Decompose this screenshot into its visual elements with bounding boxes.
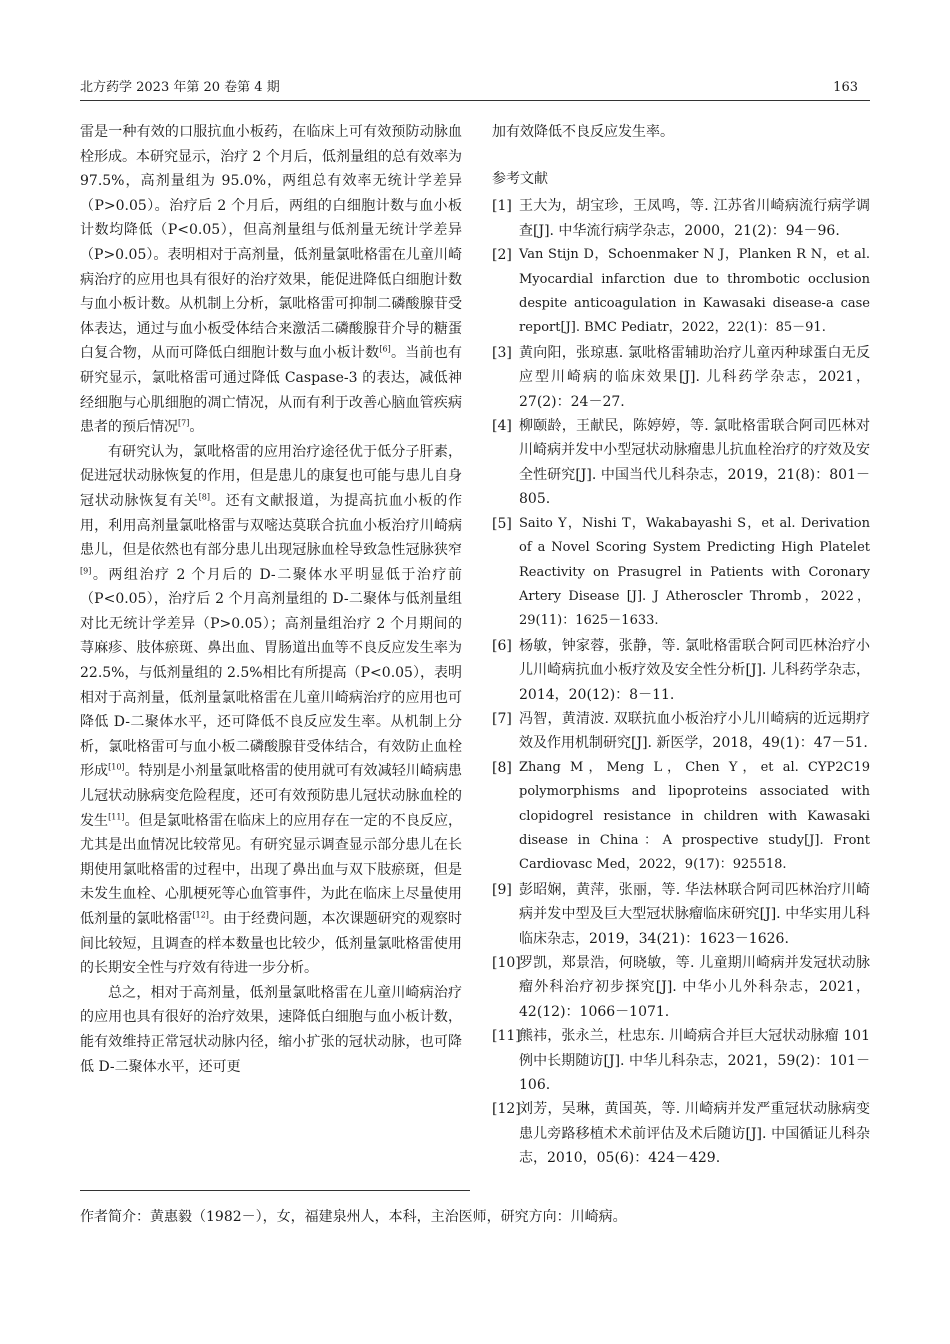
running-header: [80, 76, 870, 101]
reference-item: [492, 634, 870, 707]
reference-number: [5]: [492, 515, 512, 532]
body-paragraph-2: [80, 440, 462, 981]
reference-item: [492, 243, 870, 341]
references-heading: 参考文献: [492, 171, 548, 188]
reference-text: 彭昭娴，黄萍，张丽，等. 华法林联合阿司匹林治疗川崎病并发中型及巨大型冠状脉瘤临床研究[J]. 中华实用儿科临床杂志，2019，34(21)：1623－1626.: [519, 881, 870, 947]
reference-number: [11]: [492, 1028, 521, 1045]
reference-item: [492, 756, 870, 878]
reference-item: [492, 707, 870, 756]
paragraph-text: 有研究认为，氯吡格雷的应用治疗途径优于低分子肝素，促进冠状动脉恢复的作用，但是患儿的康复也可能与患儿自身冠状动脉恢复有关: [80, 443, 462, 509]
paragraph-text: 。由于经费问题，本次课题研究的观察时间比较短，且调查的样本数量也比较少，低剂量氯吡格雷使用的长期安全性与疗效有待进一步分析。: [80, 911, 463, 977]
citation-marker: [10]: [108, 762, 125, 772]
reference-number: [8]: [492, 759, 512, 776]
paragraph-text: 。两组治疗 2 个月后的 D-二聚体水平明显低于治疗前（P<0.05），治疗后 2 个月高剂量组的 D-二聚体与低剂量组对比无统计学差异（P>0.05）；高剂量组治疗 2 个月期间的荨麻疹、肢体瘀斑、鼻出血、胃肠道出血等不良反应发生率为 22.5%，与低剂量组的 2.5%相比有所提高（P<0.05），表明相对于高剂量，低剂量氯吡格雷在儿童川崎病治疗的应用也可降低 D-二聚体水平，还可降低不良反应发生率。从机制上分析，氯吡格雷可与血小板二磷酸腺苷受体结合，有效防止血栓形成: [80, 566, 462, 780]
reference-item: [492, 1097, 870, 1170]
reference-item: [492, 512, 870, 634]
citation-marker: [6]: [379, 344, 391, 354]
reference-number: [6]: [492, 637, 512, 654]
paragraph-text: 。特别是小剂量氯吡格雷的使用就可有效减轻川崎病患儿冠状动脉病变危险程度，还可有效预防患儿冠状动脉血栓的发生: [80, 763, 463, 829]
paragraph-text: 。还有文献报道，为提高抗血小板的作用，利用高剂量氯吡格雷与双嘧达莫联合抗血小板治疗川崎病患儿，但是依然也有部分患儿出现冠脉血栓导致急性冠脉狭窄: [80, 492, 463, 559]
citation-marker: [8]: [198, 492, 210, 502]
paragraph-text: 。但是氯吡格雷在临床上的应用存在一定的不良反应，尤其是出血情况比较常见。有研究显示调查显示部分患儿在长期使用氯吡格雷的过程中，出现了鼻出血与双下肢瘀斑，但是未发生血栓、心肌梗死等心血管事件，为此在临床上尽量使用低剂量的氯吡格雷: [80, 812, 463, 927]
journal-title: 北方药学 2023 年第 20 卷第 4 期: [80, 80, 280, 95]
paragraph-text: 。当前也有研究显示，氯吡格雷可通过降低 Caspase-3 的表达，减低神经细胞与心肌细胞的凋亡情况，从而有利于改善心脑血管疾病患者的预后情况: [80, 345, 462, 436]
reference-number: [2]: [492, 247, 512, 264]
reference-item: [492, 878, 870, 951]
citation-marker: [9]: [80, 566, 92, 576]
reference-text: Van Stijn D，Schoenmaker N J，Planken R N，et al. Myocardial infarction due to thrombotic occlusion despite anticoagulation in Kawasaki disease-a case report[J]. BMC Pediatr，2022，22(1)：85－91.: [519, 247, 870, 336]
reference-number: [4]: [492, 418, 512, 435]
page-number: 163: [833, 80, 858, 95]
reference-item: [492, 1024, 870, 1097]
left-column: [80, 120, 462, 1079]
body-paragraph-1: [80, 120, 462, 440]
reference-item: [492, 951, 870, 1024]
reference-number: [9]: [492, 881, 512, 898]
reference-text: 黄向阳，张琼惠. 氯吡格雷辅助治疗儿童丙种球蛋白无反应型川崎病的临床效果[J]. 儿科药学杂志，2021，27(2)：24－27.: [519, 344, 870, 410]
reference-number: [7]: [492, 710, 512, 727]
reference-number: [1]: [492, 198, 512, 215]
footnote-divider: [80, 1190, 470, 1191]
reference-text: Zhang M，Meng L，Chen Y，et al. CYP2C19 polymorphisms and lipoproteins associated with clopidogrel resistance in children with Kawasaki disease in China：A prospective study[J]. Front Cardiovasc Med，2022，9(17)：925518.: [519, 759, 870, 873]
reference-text: 刘芳，吴琳，黄国英，等. 川崎病并发严重冠状动脉病变患儿旁路移植术术前评估及术后随访[J]. 中国循证儿科杂志，2010，05(6)：424－429.: [519, 1101, 870, 1167]
citation-marker: [12]: [192, 910, 209, 920]
reference-item: [492, 194, 870, 243]
reference-text: 冯智，黄清波. 双联抗血小板治疗小儿川崎病的近远期疗效及作用机制研究[J]. 新医学，2018，49(1)：47－51.: [519, 710, 870, 752]
citation-marker: [11]: [108, 811, 125, 821]
right-column: [492, 120, 870, 1171]
continuation-text: 加有效降低不良反应发生率。: [492, 124, 674, 140]
author-introduction: 作者简介：黄惠毅（1982－），女，福建泉州人，本科，主治医师，研究方向：川崎病。: [80, 1209, 627, 1225]
reference-text: 罗凯，郑景浩，何晓敏，等. 儿童期川崎病并发冠状动脉瘤外科治疗初步探究[J]. 中华小儿外科杂志，2021，42(12)：1066－1071.: [519, 955, 870, 1020]
body-paragraph-3: 总之，相对于高剂量，低剂量氯吡格雷在儿童川崎病治疗的应用也具有很好的治疗效果，速降低白细胞与血小板计数，能有效维持正常冠状动脉内径，缩小扩张的冠状动脉，也可降低 D-二聚体水平，还可更: [80, 984, 462, 1075]
reference-item: [492, 341, 870, 414]
reference-text: 柳颐龄，王献民，陈婷婷，等. 氯吡格雷联合阿司匹林对川崎病并发中小型冠状动脉瘤患儿抗血栓治疗的疗效及安全性研究[J]. 中国当代儿科杂志，2019，21(8)：801－805.: [519, 418, 870, 508]
reference-text: 熊祎，张永兰，杜忠东. 川崎病合并巨大冠状动脉瘤 101 例中长期随访[J]. 中华儿科杂志，2021，59(2)：101－106.: [519, 1028, 870, 1094]
reference-item: [492, 414, 870, 512]
reference-number: [12]: [492, 1101, 521, 1118]
reference-number: [10]: [492, 955, 521, 971]
reference-text: 王大为，胡宝珍，王凤鸣，等. 江苏省川崎病流行病学调查[J]. 中华流行病学杂志，2000，21(2)：94－96.: [519, 198, 870, 239]
paragraph-text: 雷是一种有效的口服抗血小板药，在临床上可有效预防动脉血栓形成。本研究显示，治疗 2 个月后，低剂量组的总有效率为 97.5%，高剂量组为 95.0%，两组总有效率无统计学差异（P>0.05）。治疗后 2 个月后，两组的白细胞计数与血小板计数均降低（P<0.05），但高剂量组与低剂量无统计学差异（P>0.05）。表明相对于高剂量，低剂量氯吡格雷在儿童川崎病治疗的应用也具有很好的治疗效果，能促进降低白细胞计数与血小板计数。从机制上分析，氯吡格雷可抑制二磷酸腺苷受体表达，通过与血小板受体结合来激活二磷酸腺苷介导的糖蛋白复合物，从而可降低白细胞计数与血小板计数: [80, 124, 462, 362]
paragraph-text: 。: [189, 419, 204, 436]
reference-text: Saito Y，Nishi T，Wakabayashi S，et al. Derivation of a Novel Scoring System Predicting High Platelet Reactivity on Prasugrel in Patients with Coronary Artery Disease [J]. J Atheroscler Thromb，2022，29(11)：1625－1633.: [519, 515, 870, 629]
reference-text: 杨敏，钟家蓉，张静，等. 氯吡格雷联合阿司匹林治疗小儿川崎病抗血小板疗效及安全性分析[J]. 儿科药学杂志，2014，20(12)：8－11.: [519, 637, 870, 703]
reference-list: [492, 194, 870, 1170]
reference-number: [3]: [492, 344, 512, 361]
citation-marker: [7]: [178, 418, 190, 428]
